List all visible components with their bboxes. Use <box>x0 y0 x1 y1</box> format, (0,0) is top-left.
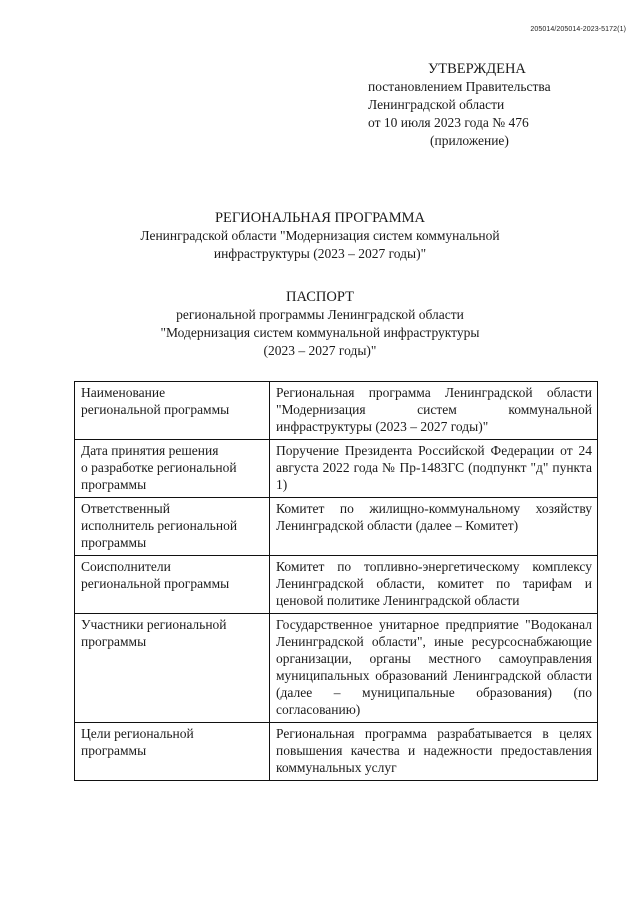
row-label-text: Дата принятия решения о разработке региональной программы <box>81 443 237 492</box>
approval-line: Ленинградской области <box>368 97 505 112</box>
passport-subtitle-line: (2023 – 2027 годы)" <box>263 343 377 358</box>
row-value-text: Комитет по жилищно-коммунальному хозяйству Ленинградской области (далее – Комитет) <box>276 501 592 533</box>
passport-heading <box>0 288 640 360</box>
passport-subtitle-line: "Модернизация систем коммунальной инфраструктуры <box>160 325 480 340</box>
row-label <box>75 556 270 614</box>
row-value <box>270 614 598 723</box>
row-value <box>270 440 598 498</box>
row-label <box>75 382 270 440</box>
row-value-text: Региональная программа разрабатывается в целях повышения качества и надежности предоставления коммунальных услуг <box>276 726 592 775</box>
row-value <box>270 723 598 781</box>
program-title: РЕГИОНАЛЬНАЯ ПРОГРАММА <box>214 210 426 226</box>
passport-title: ПАСПОРТ <box>286 289 354 305</box>
row-label-text: Участники региональной программы <box>81 617 227 649</box>
row-label <box>75 498 270 556</box>
row-label-text: Соисполнители региональной программы <box>81 559 230 591</box>
passport-table <box>74 381 598 781</box>
approval-line: постановлением Правительства <box>368 79 551 94</box>
row-label-text: Наименование региональной программы <box>81 385 230 417</box>
row-label-text: Цели региональной программы <box>81 726 194 758</box>
table-row <box>75 614 598 723</box>
row-label <box>75 723 270 781</box>
row-label-text: Ответственный исполнитель региональной программы <box>81 501 238 550</box>
passport-subtitle-line: региональной программы Ленинградской области <box>176 307 464 322</box>
table-row <box>75 382 598 440</box>
approval-line: (приложение) <box>430 133 509 148</box>
row-label <box>75 614 270 723</box>
table-row <box>75 498 598 556</box>
table-row <box>75 440 598 498</box>
program-heading <box>0 209 640 263</box>
row-label <box>75 440 270 498</box>
row-value-text: Региональная программа Ленинградской области "Модернизация систем коммунальной инфраструктуры (2023 – 2027 годы)" <box>276 385 592 434</box>
approval-line: от 10 июля 2023 года № 476 <box>368 115 529 130</box>
row-value <box>270 556 598 614</box>
table-row <box>75 556 598 614</box>
document-id: 205014/205014-2023-5172(1) <box>530 26 626 33</box>
table-row <box>75 723 598 781</box>
program-subtitle-line: Ленинградской области "Модернизация систем коммунальной <box>140 228 500 243</box>
row-value <box>270 498 598 556</box>
approval-stamp <box>368 60 628 150</box>
approval-title: УТВЕРЖДЕНА <box>428 61 526 77</box>
row-value-text: Комитет по топливно-энергетическому комплексу Ленинградской области, комитет по тарифам и ценовой политике Ленинградской области <box>276 559 592 608</box>
row-value-text: Государственное унитарное предприятие "Водоканал Ленинградской области", иные ресурсоснабжающие организации, органы местного самоуправления муниципальных образований Ленинградской области (далее – муниципальные образования) (по согласованию) <box>276 617 592 717</box>
row-value <box>270 382 598 440</box>
program-subtitle-line: инфраструктуры (2023 – 2027 годы)" <box>213 246 427 261</box>
row-value-text: Поручение Президента Российской Федерации от 24 августа 2022 года № Пр-1483ГС (подпункт "д" пункта 1) <box>276 443 592 492</box>
